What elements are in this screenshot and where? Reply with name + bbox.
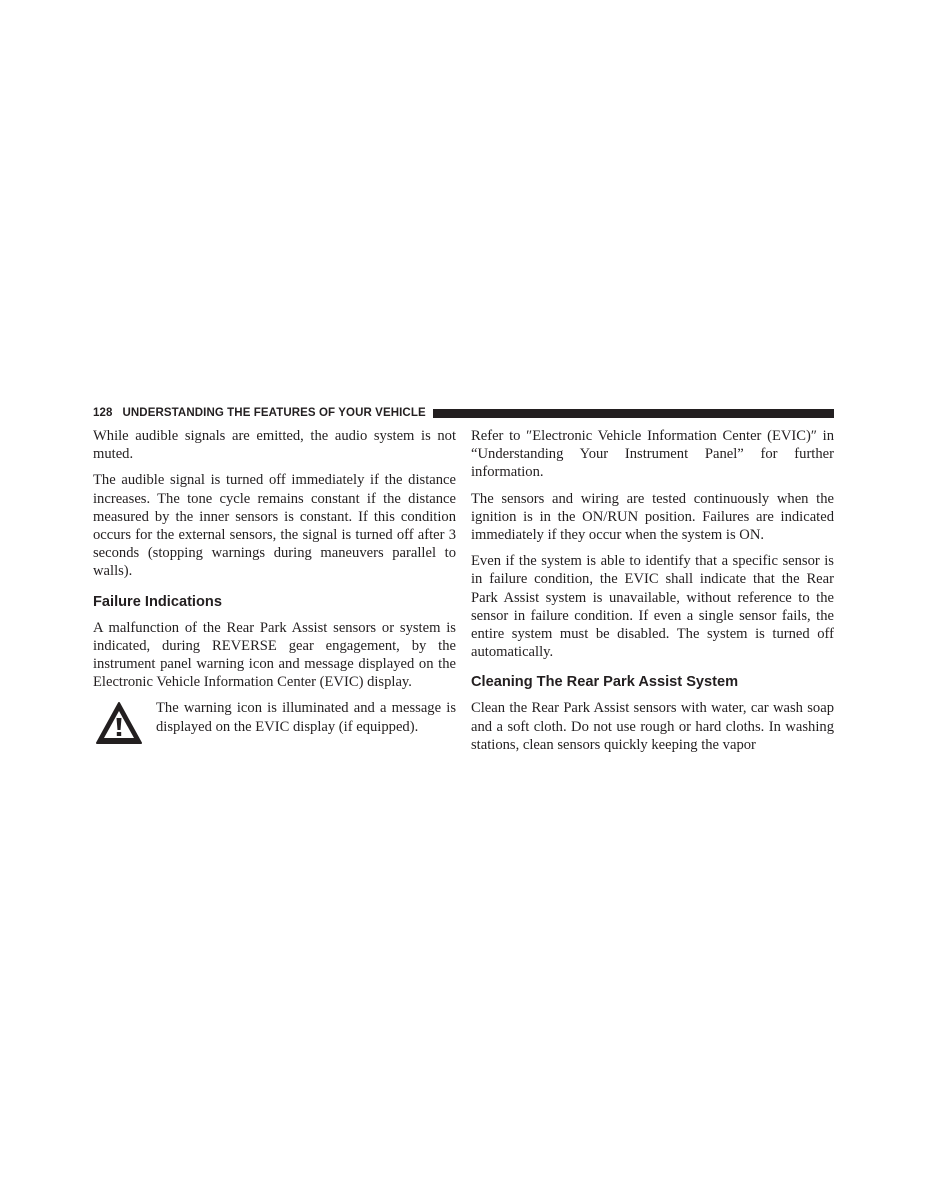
paragraph-cleaning: Clean the Rear Park Assist sensors with water, car wash soap and a soft cloth. Do not use rough or hard cloths. In washing stations, clean sensors quickly keeping the vapor (471, 700, 834, 753)
paragraph-audio-not-muted: While audible signals are emitted, the audio system is not muted. (93, 428, 456, 463)
header-rule (433, 409, 834, 418)
paragraph-malfunction: A malfunction of the Rear Park Assist sensors or system is indicated, during REVERSE gear engagement, by the instrument panel warning icon and message displayed on the Electronic Vehicle Information Center (EVIC) display. (93, 619, 456, 691)
heading-cleaning: Cleaning The Rear Park Assist System (471, 674, 739, 691)
warning-text: The warning icon is illuminated and a message is displayed on the EVIC display (if equipped). (156, 700, 456, 735)
warning-note (93, 699, 456, 735)
section-title: UNDERSTANDING THE FEATURES OF YOUR VEHICLE (122, 407, 426, 419)
page-number: 128 (93, 407, 113, 419)
paragraph-failure-condition: Even if the system is able to identify that a specific sensor is in failure condition, the EVIC shall indicate that the Rear Park Assist system is unavailable, without reference to the sensor in failure condition. If even a single sensor fails, the entire system must be disabled. The system is turned off automatically. (471, 553, 834, 661)
heading-failure-indications: Failure Indications (93, 593, 222, 610)
warning-triangle-icon (95, 701, 143, 745)
paragraph-refer-evic: Refer to ″Electronic Vehicle Information Center (EVIC)″ in “Understanding Your Instrument Panel” for further information. (471, 428, 834, 481)
right-column (471, 427, 834, 762)
page-header (93, 405, 834, 421)
paragraph-sensors-tested: The sensors and wiring are tested continuously when the ignition is in the ON/RUN position. Failures are indicated immediately if they occur when the system is ON. (471, 490, 834, 544)
left-column (93, 427, 456, 744)
paragraph-audible-signal: The audible signal is turned off immediately if the distance increases. The tone cycle remains constant if the distance measured by the inner sensors is constant. If this condition occurs for the external sensors, the signal is turned off after 3 seconds (stopping warnings during maneuvers parallel to walls). (93, 472, 456, 580)
